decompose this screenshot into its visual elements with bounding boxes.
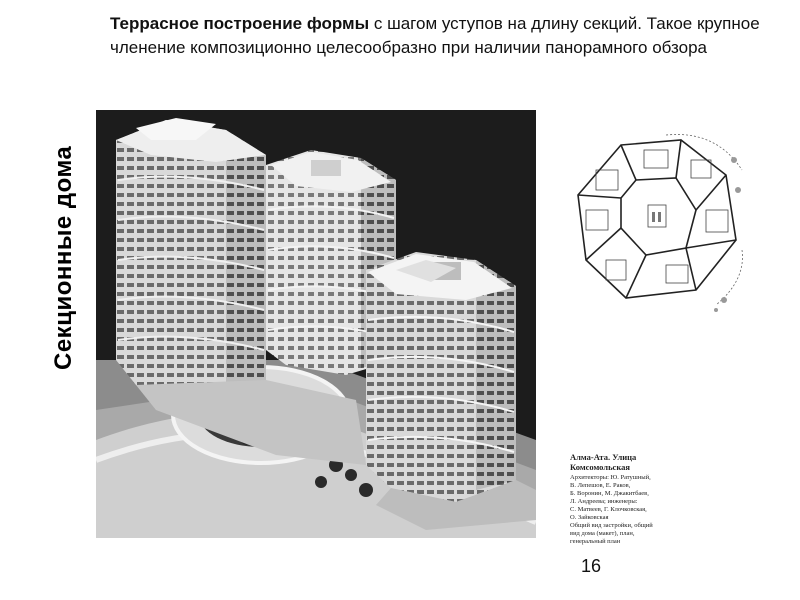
slide-heading (110, 12, 780, 60)
caption-line: Б. Воронин, М. Джакитбаев, (570, 490, 649, 497)
caption-line: С. Матвеев, Г. Клочковская, (570, 506, 647, 513)
page-number: 16 (581, 556, 602, 576)
caption-line: вид дома (макет), план, (570, 530, 635, 537)
caption-line: Л. Андреева; инженеры: (570, 498, 638, 505)
caption-body (570, 474, 680, 546)
caption-line: О. Зайковская (570, 514, 609, 521)
figure-caption (570, 452, 680, 546)
heading-bold-part: Террасное построение формы (110, 14, 370, 33)
caption-line: В. Лепешов, Е. Раков, (570, 482, 631, 489)
caption-title: Алма-Ата. Улица Комсомольская (570, 452, 637, 472)
side-title: Секционные дома (50, 145, 77, 370)
caption-line: Архитекторы: Ю. Ратушный, (570, 474, 651, 481)
heading-rest-part: с шагом уступов на длину секций. Такое крупное членение композиционно целесообразно при наличии панорамного обзора (110, 14, 760, 57)
caption-line: генеральный план (570, 538, 621, 545)
building-model-photo (96, 110, 536, 538)
floor-plan-drawing (566, 130, 746, 320)
caption-line: Общий вид застройки, общий (570, 522, 653, 529)
